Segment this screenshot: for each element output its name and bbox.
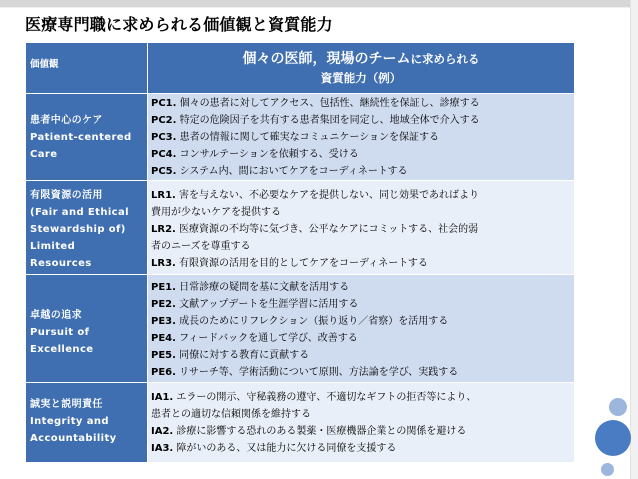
item-code: IA2. xyxy=(151,426,174,437)
category-line: Pursuit of xyxy=(30,327,90,338)
table-row xyxy=(26,383,575,463)
decor-circle-small xyxy=(601,463,614,476)
category-line: 患者中心のケア xyxy=(30,115,103,126)
category-line: Integrity and xyxy=(30,416,109,427)
item-text: 者のニーズを尊重する xyxy=(151,241,251,252)
item-text: 費用が少ないケアを提供する xyxy=(151,207,281,218)
item-code: PC5. xyxy=(151,166,177,177)
list-item xyxy=(151,364,574,381)
top-decor-bar xyxy=(0,0,638,7)
item-code: PE3. xyxy=(151,316,176,327)
slide-title: 医療専門職に求められる価値観と資質能力 xyxy=(25,15,333,34)
list-item xyxy=(151,187,574,204)
row-items-cell xyxy=(148,181,575,275)
item-code: PC3. xyxy=(151,132,177,143)
list-item xyxy=(151,389,574,406)
table-row xyxy=(26,275,575,383)
table-row xyxy=(26,94,575,181)
category-line: Limited xyxy=(30,241,76,252)
list-item xyxy=(151,112,574,129)
item-text: 医療資源の不均等に気づき、公平なケアにコミットする、社会的弱 xyxy=(175,224,479,235)
category-line: Accountability xyxy=(30,433,117,444)
item-text: 患者との適切な信頼関係を維持する xyxy=(151,409,311,420)
category-line: Patient-centered xyxy=(30,132,132,143)
item-code: PE4. xyxy=(151,333,176,344)
item-text: リサーチ等、学術活動について原則、方法論を学び、実践する xyxy=(175,367,459,378)
decor-circle-medium xyxy=(609,398,627,416)
category-line: Care xyxy=(30,149,58,160)
item-code: IA1. xyxy=(151,392,174,403)
category-line: 有限資源の活用 xyxy=(30,190,103,201)
row-category-cell xyxy=(26,383,148,463)
header-line-1 xyxy=(148,49,574,69)
header-main-cell xyxy=(148,43,575,94)
item-text: システム内、間においてケアをコーディネートする xyxy=(176,166,408,177)
list-item xyxy=(151,296,574,313)
item-code: PC1. xyxy=(151,98,177,109)
item-code: LR3. xyxy=(151,258,176,269)
category-line: 誠実と説明責任 xyxy=(30,399,103,410)
item-text: 日常診療の疑問を基に文献を活用する xyxy=(175,282,350,293)
category-line: 卓越の追求 xyxy=(30,310,82,321)
list-item xyxy=(151,238,574,255)
item-text: コンサルテーションを依頼する、受ける xyxy=(176,149,359,160)
category-line: (Fair and Ethical xyxy=(30,207,129,218)
item-code: PE5. xyxy=(151,350,176,361)
table-header-row xyxy=(26,43,575,94)
item-text: 障がいのある、又は能力に欠ける同僚を支援する xyxy=(173,443,397,454)
top-decor-line xyxy=(0,7,638,8)
item-text: 有限資源の活用を目的としてケアをコーディネートする xyxy=(175,258,428,269)
row-category-cell xyxy=(26,181,148,275)
list-item xyxy=(151,146,574,163)
header-line-2: 資質能力（例） xyxy=(320,71,402,85)
header-category-label: 価値観 xyxy=(30,59,59,70)
item-text: 個々の患者に対してアクセス、包括性、継続性を保証し、診療する xyxy=(176,98,480,109)
list-item xyxy=(151,406,574,423)
item-text: 特定の危険因子を共有する患者集団を同定し、地域全体で介入する xyxy=(176,115,480,126)
list-item xyxy=(151,95,574,112)
row-items-cell xyxy=(148,275,575,383)
row-category-cell xyxy=(26,94,148,181)
header-category-cell xyxy=(26,43,148,94)
list-item xyxy=(151,221,574,238)
competency-table xyxy=(25,42,575,463)
category-line: Stewardship of) xyxy=(30,224,126,235)
item-code: PE6. xyxy=(151,367,176,378)
item-text: 診療に影響する恐れのある製薬・医療機器企業との関係を避ける xyxy=(173,426,467,437)
decor-circle-large xyxy=(595,420,631,456)
item-code: PE1. xyxy=(151,282,176,293)
item-text: 文献アップデートを生涯学習に活用する xyxy=(175,299,359,310)
header-main-emphasis: 個々の医師，現場のチーム xyxy=(242,51,411,67)
list-item xyxy=(151,347,574,364)
item-text: フィードバックを通して学び、改善する xyxy=(175,333,358,344)
item-code: PC4. xyxy=(151,149,177,160)
table-row xyxy=(26,181,575,275)
list-item xyxy=(151,279,574,296)
row-items-cell xyxy=(148,94,575,181)
item-text: 害を与えない、不必要なケアを提供しない、同じ効果であればより xyxy=(175,190,480,201)
item-code: LR1. xyxy=(151,190,176,201)
row-items-cell xyxy=(148,383,575,463)
list-item xyxy=(151,423,574,440)
row-category-cell xyxy=(26,275,148,383)
list-item xyxy=(151,440,574,457)
list-item xyxy=(151,313,574,330)
item-text: エラーの開示、守秘義務の遵守、不適切なギフトの拒否等により、 xyxy=(173,392,477,403)
item-text: 成長のためにリフレクション（振り返り／省察）を活用する xyxy=(175,316,449,327)
item-code: PE2. xyxy=(151,299,176,310)
header-main-suffix: に求められる xyxy=(410,52,480,66)
category-line: Resources xyxy=(30,258,92,269)
list-item xyxy=(151,204,574,221)
list-item xyxy=(151,255,574,272)
item-code: PC2. xyxy=(151,115,177,126)
item-code: IA3. xyxy=(151,443,174,454)
list-item xyxy=(151,129,574,146)
item-text: 同僚に対する教育に貢献する xyxy=(175,350,310,361)
item-text: 患者の情報に関して確実なコミュニケーションを保証する xyxy=(176,132,440,143)
list-item xyxy=(151,163,574,180)
category-line: Excellence xyxy=(30,344,94,355)
item-code: LR2. xyxy=(151,224,176,235)
list-item xyxy=(151,330,574,347)
right-decor-edge xyxy=(630,0,638,479)
